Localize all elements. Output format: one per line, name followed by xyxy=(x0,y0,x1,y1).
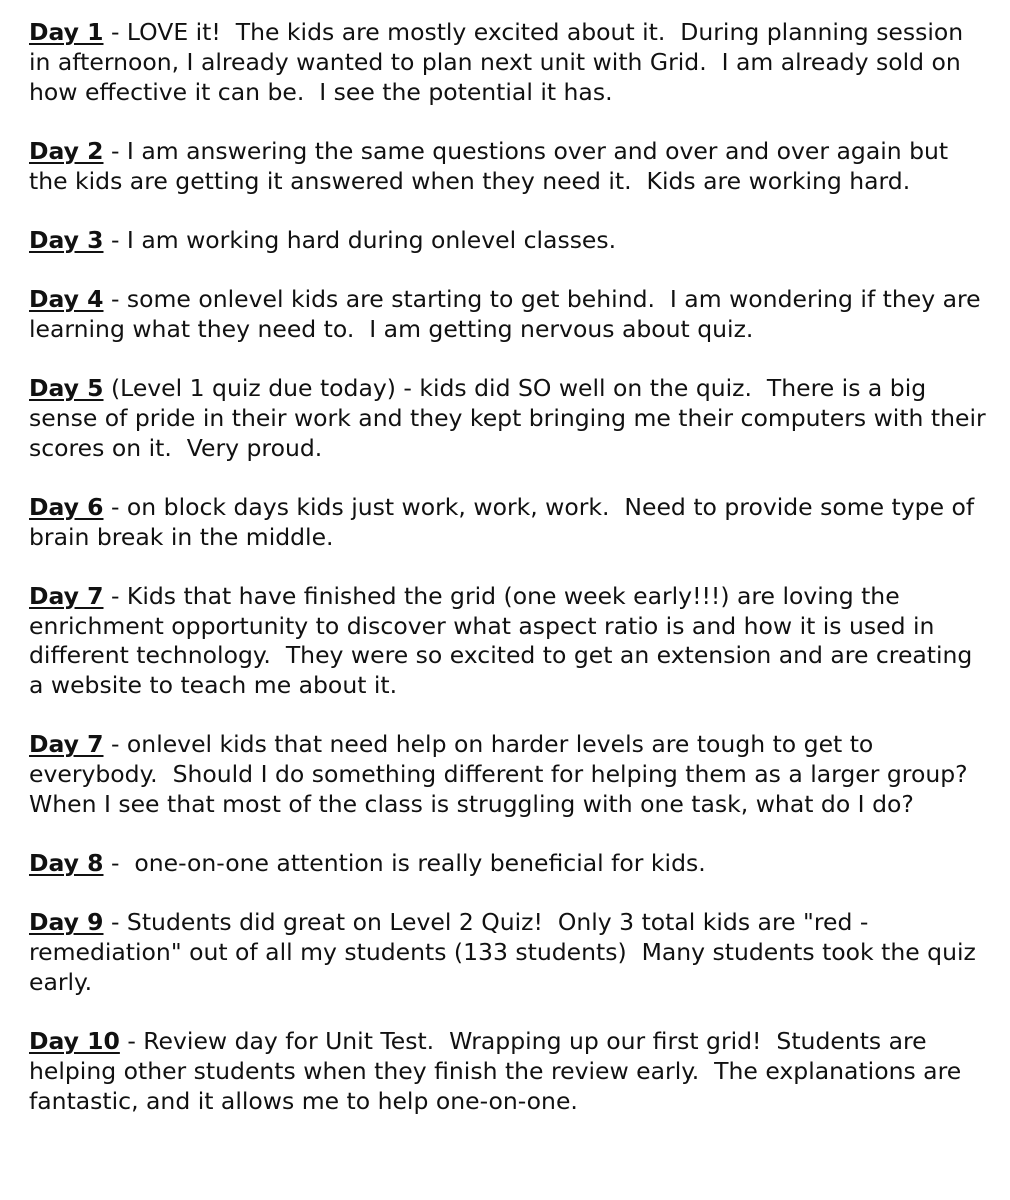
journal-entry-day-1 xyxy=(29,18,989,107)
entry-text: - Kids that have finished the grid (one week early!!!) are loving the enrichment opportunity to discover what aspect ratio is and how it is used in different technology. They were so excited to get an extension and are creating a website to teach me about it. xyxy=(29,581,980,700)
day-heading: Day 7 xyxy=(29,581,104,610)
day-heading: Day 9 xyxy=(29,908,104,937)
entry-text: - LOVE it! The kids are mostly excited about it. During planning session in afternoon, I already wanted to plan next unit with Grid. I am already sold on how effective it can be. I see the potential it has. xyxy=(29,18,971,106)
day-heading: Day 3 xyxy=(29,225,104,254)
journal-entry-day-7a xyxy=(29,582,989,701)
entry-text: - Students did great on Level 2 Quiz! Only 3 total kids are "red - remediation" out of all my students (133 students) Many students took the quiz early. xyxy=(29,908,984,996)
entry-text: - I am answering the same questions over and over and over again but the kids are getting it answered when they need it. Kids are working hard. xyxy=(29,136,956,195)
journal-entry-day-5 xyxy=(29,373,994,463)
journal-entry-day-6 xyxy=(29,493,989,553)
entry-text: - on block days kids just work, work, work. Need to provide some type of brain break in the middle. xyxy=(29,492,982,551)
journal-entry-day-10 xyxy=(29,1027,989,1116)
entry-text: - some onlevel kids are starting to get behind. I am wondering if they are learning what they need to. I am getting nervous about quiz. xyxy=(29,284,989,343)
entry-text: - Review day for Unit Test. Wrapping up our first grid! Students are helping other students when they finish the review early. The explanations are fantastic, and it allows me to help one-on-one. xyxy=(29,1027,969,1115)
entry-text: (Level 1 quiz due today) - kids did SO well on the quiz. There is a big sense of pride in their work and they kept bringing me their computers with their scores on it. Very proud. xyxy=(29,373,994,462)
entry-text: - I am working hard during onlevel classes. xyxy=(103,225,617,254)
day-heading: Day 7 xyxy=(29,730,104,759)
day-heading: Day 10 xyxy=(29,1027,120,1056)
day-heading: Day 4 xyxy=(29,284,104,313)
entry-text: - onlevel kids that need help on harder levels are tough to get to everybody. Should I do something different for helping them as a larger group? When I see that most of the class is struggling with one task, what do I do? xyxy=(29,730,983,818)
journal-entry-day-4 xyxy=(29,285,989,345)
journal-entry-day-7b xyxy=(29,730,989,819)
day-heading: Day 5 xyxy=(29,373,104,402)
journal-entry-day-2 xyxy=(29,137,989,197)
day-heading: Day 6 xyxy=(29,492,104,521)
journal-document xyxy=(29,18,994,1146)
entry-text: - one-on-one attention is really beneficial for kids. xyxy=(103,849,706,878)
journal-entry-day-8 xyxy=(29,849,989,879)
day-heading: Day 8 xyxy=(29,849,104,878)
journal-entry-day-3 xyxy=(29,226,989,256)
journal-entry-day-9 xyxy=(29,908,989,997)
day-heading: Day 1 xyxy=(29,18,104,46)
day-heading: Day 2 xyxy=(29,136,104,165)
